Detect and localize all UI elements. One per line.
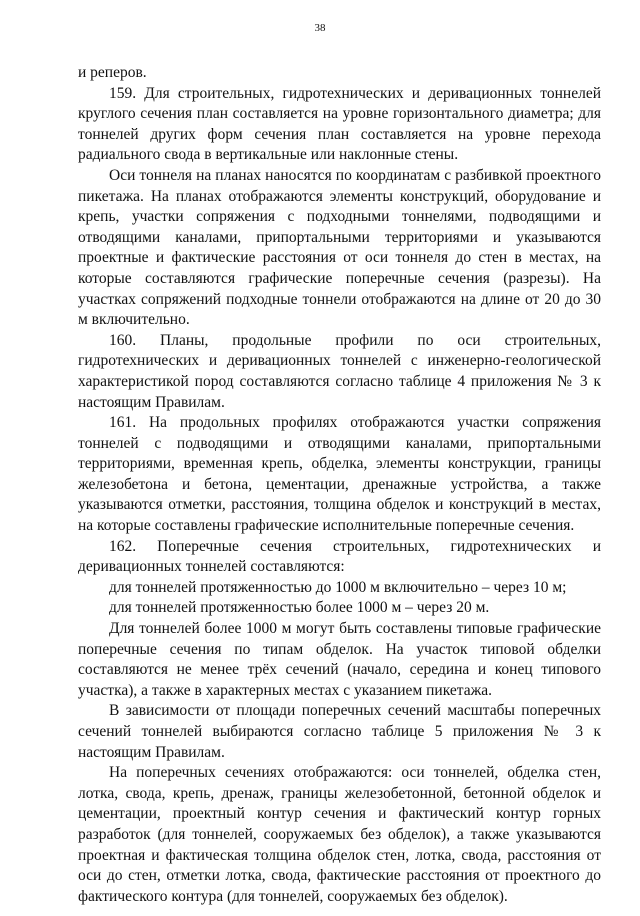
paragraph-interval-long: для тоннелей протяженностью более 1000 м – через 20 м.	[109, 599, 490, 617]
paragraph-cross-section-content: На поперечных сечениях отображаются: оси тоннелей, обделка стен, лотка, свода, крепь, дренаж, границы железобетонной, бетонной обделок и цементации, проектный контур сечения и фактический контур горных разработок (для тоннелей, сооружаемых без обделок), а также указываются проектная и фактическая толщина обделок стен, лотка, свода, расстояния от оси до стен, отметки лотка, свода, фактические расстояния от проектного до фактического контура (для тоннелей, сооружаемых без обделок).	[78, 764, 601, 905]
paragraph-item-161: 161. На продольных профилях отображаются участки сопряжения тоннелей с подводящими и отводящими каналами, припортальными территориями, временная крепь, обделка, элементы конструкции, границы железобетона и бетона, цементации, дренажные устройства, а также указываются отметки, расстояния, толщина обделок и конструкций в местах, на которые составлены графические исполнительные поперечные сечения.	[78, 414, 601, 535]
paragraph-tunnel-axes: Оси тоннеля на планах наносятся по координатам с разбивкой проектного пикетажа. На планах отображаются элементы конструкций, оборудование и крепь, участки сопряжения с подходными тоннелями, подводящими и отводящими каналами, припортальными территориями и указываются проектные и фактические расстояния от оси тоннеля до стен в местах, на которые составляются графические поперечные сечения (разрезы). На участках сопряжений подходные тоннели отображаются на длине от 20 до 30 м включительно.	[78, 166, 601, 329]
paragraph-item-160: 160. Планы, продольные профили по оси строительных, гидротехнических и деривационных тоннелей с инженерно-геологической характеристикой пород составляются согласно таблице 4 приложения № 3 к настоящим Правилам.	[78, 331, 601, 411]
paragraph-scales: В зависимости от площади поперечных сечений масштабы поперечных сечений тоннелей выбираются согласно таблице 5 приложения № 3 к настоящим Правилам.	[78, 702, 601, 761]
paragraph-interval-short: для тоннелей протяженностью до 1000 м включительно – через 10 м;	[109, 578, 567, 596]
paragraph-item-159: 159. Для строительных, гидротехнических и деривационных тоннелей круглого сечения план составляется на уровне горизонтального диаметра; для тоннелей других форм сечения план составляется на уровне перехода радиального свода в вертикальные или наклонные стены.	[78, 84, 601, 164]
paragraph-typical-sections: Для тоннелей более 1000 м могут быть составлены типовые графические поперечные сечения по типам обделок. На участок типовой обделки составляются не менее трёх сечений (начало, середина и конец типового участка), а также в характерных местах с указанием пикетажа.	[78, 620, 601, 699]
paragraph-continuation: и реперов.	[78, 64, 147, 81]
page-number: 38	[314, 22, 326, 34]
paragraph-item-162: 162. Поперечные сечения строительных, гидротехнических и деривационных тоннелей составляются:	[78, 537, 601, 576]
page-body	[78, 63, 601, 907]
